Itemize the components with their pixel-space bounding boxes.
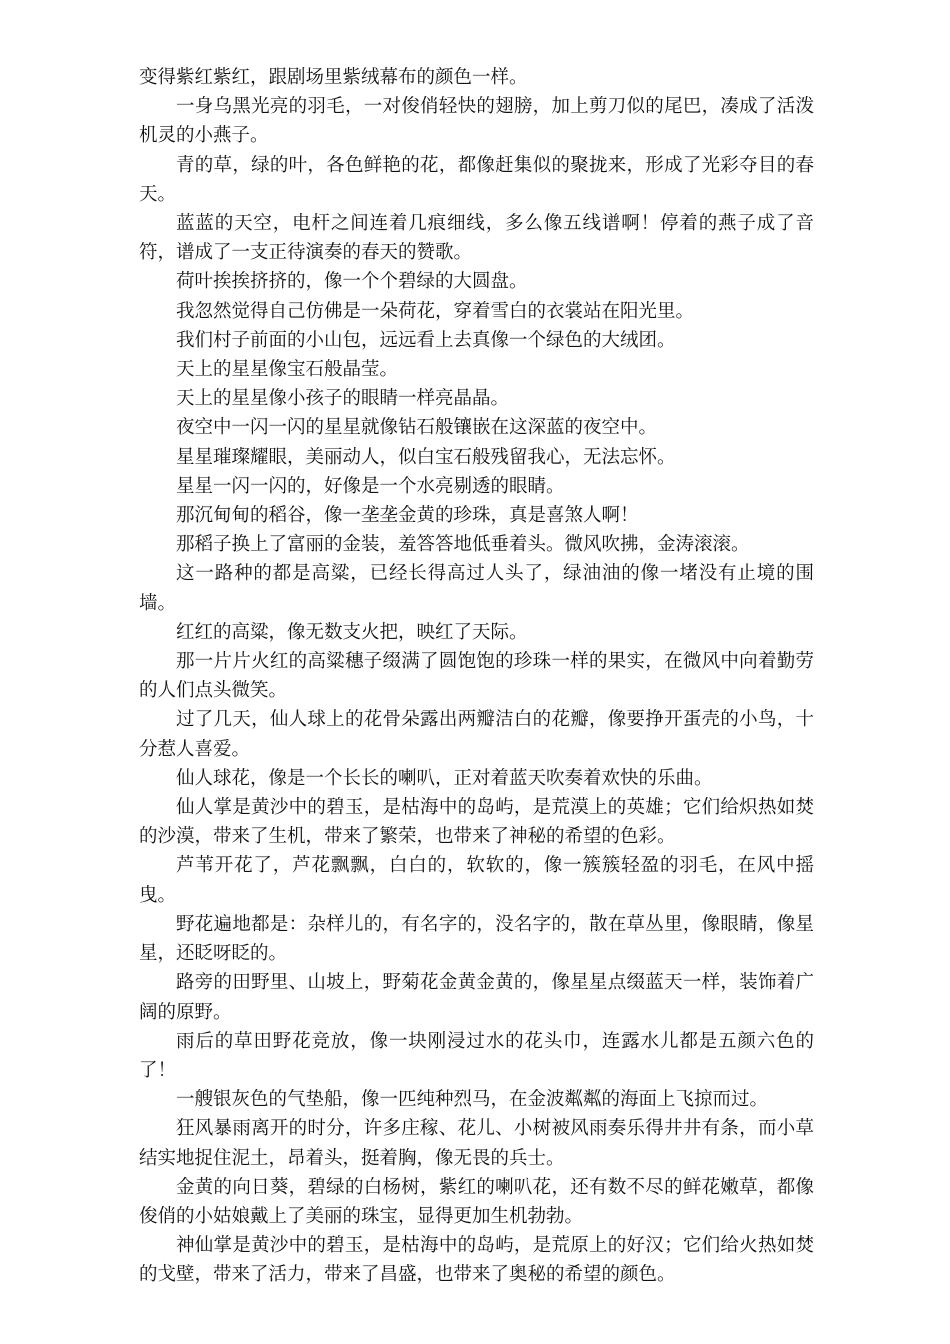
- paragraph: 那一片片火红的高粱穗子缀满了圆饱饱的珍珠一样的果实，在微风中向着勤劳的人们点头微笑。: [139, 651, 814, 702]
- paragraph: 仙人球花，像是一个长长的喇叭，正对着蓝天吹奏着欢快的乐曲。: [176, 767, 713, 789]
- paragraph: 一艘银灰色的气垫船，像一匹纯种烈马，在金波粼粼的海面上飞掠而过。: [176, 1089, 769, 1111]
- paragraph: 星星璀璨耀眼，美丽动人，似白宝石般残留我心，无法忘怀。: [176, 446, 676, 468]
- paragraph: 红红的高粱，像无数支火把，映红了天际。: [176, 621, 528, 643]
- paragraph: 荷叶挨挨挤挤的，像一个个碧绿的大圆盘。: [176, 271, 528, 293]
- paragraph: 蓝蓝的天空，电杆之间连着几痕细线，多么像五线谱啊！停着的燕子成了音符，谱成了一支正待演奏的春天的赞歌。: [139, 213, 814, 264]
- paragraph: 变得紫红紫红，跟剧场里紫绒幕布的颜色一样。: [139, 67, 528, 88]
- paragraph: 那稻子换上了富丽的金装，羞答答地低垂着头。微风吹拂，金涛滚滚。: [176, 534, 750, 556]
- paragraph: 这一路种的都是高粱，已经长得高过人头了，绿油油的像一堵没有止境的围墙。: [139, 563, 814, 614]
- paragraph: 过了几天，仙人球上的花骨朵露出两瓣洁白的花瓣，像要挣开蛋壳的小鸟，十分惹人喜爱。: [139, 709, 814, 760]
- paragraph: 仙人掌是黄沙中的碧玉，是枯海中的岛屿，是荒漠上的英雄；它们给炽热如焚的沙漠，带来了生机，带来了繁荣，也带来了神秘的希望的色彩。: [139, 797, 814, 848]
- paragraph: 那沉甸甸的稻谷，像一垄垄金黄的珍珠，真是喜煞人啊！: [176, 505, 639, 527]
- paragraph: 神仙掌是黄沙中的碧玉，是枯海中的岛屿，是荒原上的好汉；它们给火热如焚的戈壁，带来了活力，带来了昌盛，也带来了奥秘的希望的颜色。: [139, 1235, 814, 1286]
- paragraph: 天上的星星像宝石般晶莹。: [176, 359, 399, 381]
- paragraph: 一身乌黑光亮的羽毛，一对俊俏轻快的翅膀，加上剪刀似的尾巴，凑成了活泼机灵的小燕子。: [139, 96, 814, 147]
- paragraph: 天上的星星像小孩子的眼睛一样亮晶晶。: [176, 388, 510, 410]
- paragraph: 路旁的田野里、山坡上，野菊花金黄金黄的，像星星点缀蓝天一样，装饰着广阔的原野。: [139, 972, 814, 1023]
- paragraph: 青的草，绿的叶，各色鲜艳的花，都像赶集似的聚拢来，形成了光彩夺目的春天。: [139, 154, 814, 205]
- paragraph: 雨后的草田野花竞放，像一块刚浸过水的花头巾，连露水儿都是五颜六色的了！: [139, 1030, 814, 1081]
- document-page: [139, 63, 814, 1290]
- paragraph: 金黄的向日葵，碧绿的白杨树，紫红的喇叭花，还有数不尽的鲜花嫩草，都像俊俏的小姑娘戴上了美丽的珠宝，显得更加生机勃勃。: [139, 1176, 814, 1227]
- paragraph: 芦苇开花了，芦花飘飘，白白的，软软的，像一簇簇轻盈的羽毛，在风中摇曳。: [139, 855, 814, 906]
- paragraph: 狂风暴雨离开的时分，许多庄稼、花儿、小树被风雨奏乐得井井有条，而小草结实地捉住泥土，昂着头，挺着胸，像无畏的兵士。: [139, 1118, 814, 1169]
- paragraph: 夜空中一闪一闪的星星就像钻石般镶嵌在这深蓝的夜空中。: [176, 417, 658, 439]
- paragraph: 我们村子前面的小山包，远远看上去真像一个绿色的大绒团。: [176, 329, 676, 351]
- paragraph: 我忽然觉得自己仿佛是一朵荷花，穿着雪白的衣裳站在阳光里。: [176, 300, 695, 322]
- paragraph: 星星一闪一闪的，好像是一个水亮剔透的眼睛。: [176, 475, 565, 497]
- paragraph: 野花遍地都是：杂样儿的，有名字的，没名字的，散在草丛里，像眼睛，像星星，还眨呀眨的。: [139, 913, 814, 965]
